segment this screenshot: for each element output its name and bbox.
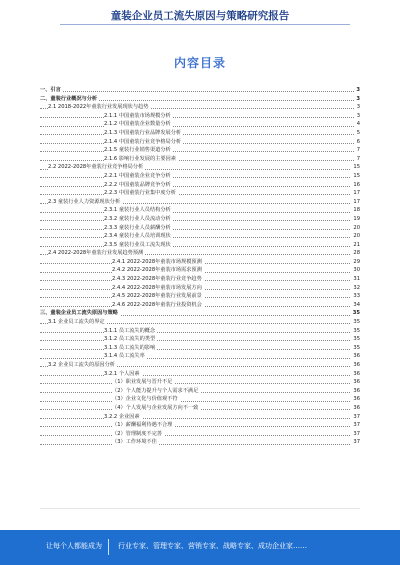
toc-page-number: 36 [353,362,360,368]
toc-entry-text: 3.2.1 个人因素 [104,370,140,377]
toc-entry[interactable] [40,146,360,155]
footer-separator [108,539,109,555]
toc-entry-text: 三、童装企业员工流失原因与策略 [40,310,118,317]
toc-entry[interactable] [40,352,360,361]
toc-entry-text: 2.4.6 2022-2028年童装行业投资机会 [112,301,202,308]
toc-leader-dots [40,349,360,350]
report-title: 童装企业员工流失原因与策略研究报告 [110,10,290,22]
toc-entry-text: 2.1.2 中国童装企业数量分析 [104,121,171,128]
toc-leader-dots [40,237,360,238]
toc-page-number: 35 [353,327,360,334]
toc-page-number: 36 [353,404,360,411]
toc-entry[interactable] [40,189,360,198]
toc-entry[interactable] [40,120,360,129]
toc-entry[interactable] [40,266,360,275]
page-footer [0,530,400,565]
toc-page-number: 15 [353,164,360,171]
toc-entry[interactable] [40,361,360,370]
toc-entry-text: （2）管理制度不完善 [112,430,162,437]
toc-entry-text: （1）薪酬福利待遇不合理 [112,422,173,429]
toc-page-number: 36 [353,387,360,394]
toc-entry-text: 2.4 2022-2028年童装行业发展趋势预测 [48,250,144,257]
toc-leader-dots [40,418,360,419]
toc-leader-dots [40,426,360,427]
toc-entry[interactable] [40,206,360,215]
toc-leader-dots [40,151,360,152]
toc-entry-text: 2.4.5 2022-2028年童装行业发展前景 [112,293,202,300]
toc-page-number: 35 [352,310,360,317]
toc-entry[interactable] [40,387,360,396]
toc-leader-dots [40,160,360,161]
footer-roles: 行业专家、管理专家、营销专家、战略专家、成功企业家…… [118,542,307,550]
toc-page-number: 37 [353,430,360,437]
toc-leader-dots [40,126,360,127]
footer-slogan: 让每个人都能成为 [46,542,102,550]
toc-leader-dots [40,186,360,187]
toc-leader-dots [40,435,360,436]
toc-page-number: 3 [356,112,360,119]
toc-entry[interactable] [40,430,360,439]
toc-entry-text: 2.4.4 2022-2028年童装市场发展方向 [112,284,202,291]
toc-entry[interactable] [40,103,360,112]
toc-entry-text: 3.2.2 企业因素 [104,413,140,420]
toc-page-number: 32 [353,284,360,291]
toc-entry-text: 2.1.6 影响行业发展的主要因素 [104,155,176,162]
toc-entry-text: 2.1.3 中国童装行业品牌发展分析 [104,129,182,136]
toc-page-number: 20 [353,233,360,240]
toc-page-number: 3 [356,87,360,93]
toc-entry[interactable] [40,163,360,172]
toc-entry-text: 2.2.1 中国童装企业竞争分析 [104,172,171,179]
toc-entry[interactable] [40,309,360,318]
toc-entry[interactable] [40,301,360,310]
toc-entry[interactable] [40,318,360,327]
toc-entry[interactable] [40,395,360,404]
toc-entry[interactable] [40,224,360,233]
toc-entry-text: （2）个人能力提升与个人需求不满足 [112,387,199,394]
toc-entry[interactable] [40,335,360,344]
toc-page-number: 29 [353,258,360,265]
toc-page-number: 35 [353,344,360,351]
toc-entry-text: 2.2.2 中国童装品牌竞争分析 [104,181,171,188]
toc-page-number: 36 [353,353,360,360]
toc-entry[interactable] [40,327,360,336]
toc-entry[interactable] [40,172,360,181]
toc-entry[interactable] [40,129,360,138]
toc-entry[interactable] [40,241,360,250]
toc-entry-text: 2.1 2018-2022年童装行业发展现状与趋势 [48,104,149,111]
toc-leader-dots [40,340,360,341]
toc-entry[interactable] [40,95,360,104]
toc-entry[interactable] [40,138,360,147]
toc-page-number: 7 [356,147,360,154]
header-divider [60,24,350,25]
toc-entry-text: 2.1.1 中国童装市场规模分析 [104,112,171,119]
toc-leader-dots [40,229,360,230]
toc-page-number: 20 [353,224,360,231]
toc-page-number: 18 [353,207,360,214]
toc-entry-text: 2.3.4 童装行业人员培训现状 [104,233,171,240]
toc-entry-text: 2.3.3 童装行业人员薪酬分析 [104,224,171,231]
toc-entry[interactable] [40,181,360,190]
toc-entry-text: 3.1.2 员工流失的类型 [104,336,156,343]
toc-leader-dots [40,332,360,333]
toc-leader-dots [40,177,360,178]
toc-page-number: 21 [353,241,360,248]
toc-entry-text: 二、童装行业概况与分析 [40,95,98,102]
table-of-contents [40,86,360,447]
toc-entry[interactable] [40,86,360,95]
toc-entry[interactable] [40,275,360,284]
toc-leader-dots [40,392,360,393]
toc-page-number: 37 [353,422,360,429]
toc-entry[interactable] [40,404,360,413]
toc-page-number: 19 [353,215,360,222]
toc-page-number: 35 [353,336,360,343]
toc-entry[interactable] [40,112,360,121]
toc-entry-text: 2.2 2022-2028年童装行业竞争格局分析 [48,164,144,171]
toc-entry-text: 2.3.2 童装行业人员流动分析 [104,215,171,222]
toc-entry-text: （1）职业发展与晋升不足 [112,379,173,386]
toc-page-number: 37 [353,439,360,446]
toc-entry[interactable] [40,249,360,258]
toc-entry-text: （3）工作环境不佳 [112,439,157,446]
toc-page-number: 36 [353,370,360,377]
toc-page-number: 36 [353,396,360,403]
toc-page-number: 31 [353,276,360,283]
toc-entry-text: 3.1 企业员工流失的界定 [48,319,105,326]
toc-leader-dots [40,401,360,402]
toc-entry-text: （4）个人发展与企业发展方向不一致 [112,404,199,411]
toc-leader-dots [40,212,360,213]
toc-entry[interactable] [40,232,360,241]
toc-entry[interactable] [40,258,360,267]
toc-page-number: 16 [353,181,360,188]
page-header [0,0,400,30]
toc-leader-dots [40,143,360,144]
toc-page-number: 3 [356,104,360,111]
toc-entry-text: 2.4.1 2022-2028年童装市场规模预测 [112,258,202,265]
toc-leader-dots [40,134,360,135]
toc-page-number: 17 [353,190,360,197]
toc-entry-text: 2.4.2 2022-2028年童装市场需求预测 [112,267,202,274]
toc-entry-text: 2.3 童装行业人力资源现状分析 [48,198,121,205]
toc-entry[interactable] [40,292,360,301]
toc-entry[interactable] [40,284,360,293]
toc-page-number: 35 [353,319,360,326]
toc-entry[interactable] [40,370,360,379]
toc-entry-text: 2.1.4 中国童装行业竞争格局分析 [104,138,182,145]
toc-entry-text: 2.3.5 童装行业员工流失现状 [104,241,171,248]
toc-leader-dots [40,91,360,92]
toc-page-number: 5 [356,129,360,136]
toc-entry-text: 2.4.3 2022-2028年童装行业竞争趋势 [112,276,202,283]
toc-entry-text: 2.1.5 童装行业销售渠道分析 [104,147,171,154]
toc-page-number: 7 [356,155,360,162]
toc-leader-dots [40,220,360,221]
toc-page-number: 15 [353,172,360,179]
toc-entry-text: 一、引言 [40,87,61,93]
toc-entry[interactable] [40,198,360,207]
toc-page-number: 37 [353,413,360,420]
toc-page-number: 30 [353,267,360,274]
toc-page-number: 36 [353,379,360,386]
toc-entry[interactable] [40,413,360,422]
toc-leader-dots [40,117,360,118]
toc-entry-text: 3.2 企业员工流失的原因分析 [48,362,115,368]
toc-page-number: 34 [353,301,360,308]
toc-entry[interactable] [40,155,360,164]
toc-page-number: 28 [353,250,360,257]
toc-page-number: 4 [356,121,360,128]
toc-entry[interactable] [40,378,360,387]
toc-leader-dots [40,444,360,445]
toc-page-number: 17 [353,198,360,205]
toc-leader-dots [40,409,360,410]
toc-entry-text: 2.2.3 中国童装行业集中度分析 [104,190,176,197]
toc-page-number: 6 [356,138,360,145]
toc-entry-text: 3.1.4 员工流失率 [104,353,145,360]
toc-entry[interactable] [40,421,360,430]
toc-leader-dots [40,358,360,359]
toc-leader-dots [40,194,360,195]
toc-entry-text: 3.1.1 员工流失的概念 [104,327,156,334]
toc-page-number: 3 [356,95,360,102]
toc-entry[interactable] [40,438,360,447]
toc-page-number: 33 [353,293,360,300]
toc-leader-dots [40,383,360,384]
footer-divider [40,508,360,509]
toc-entry-text: 3.1.3 员工流失的影响 [104,344,156,351]
toc-entry-text: （3）企业文化与价值观不符 [112,396,178,403]
toc-entry-text: 2.3.1 童装行业人员结构分析 [104,207,171,214]
toc-entry[interactable] [40,344,360,353]
toc-leader-dots [40,375,360,376]
toc-entry[interactable] [40,215,360,224]
toc-leader-dots [40,246,360,247]
toc-heading: 内容目录 [173,56,226,70]
